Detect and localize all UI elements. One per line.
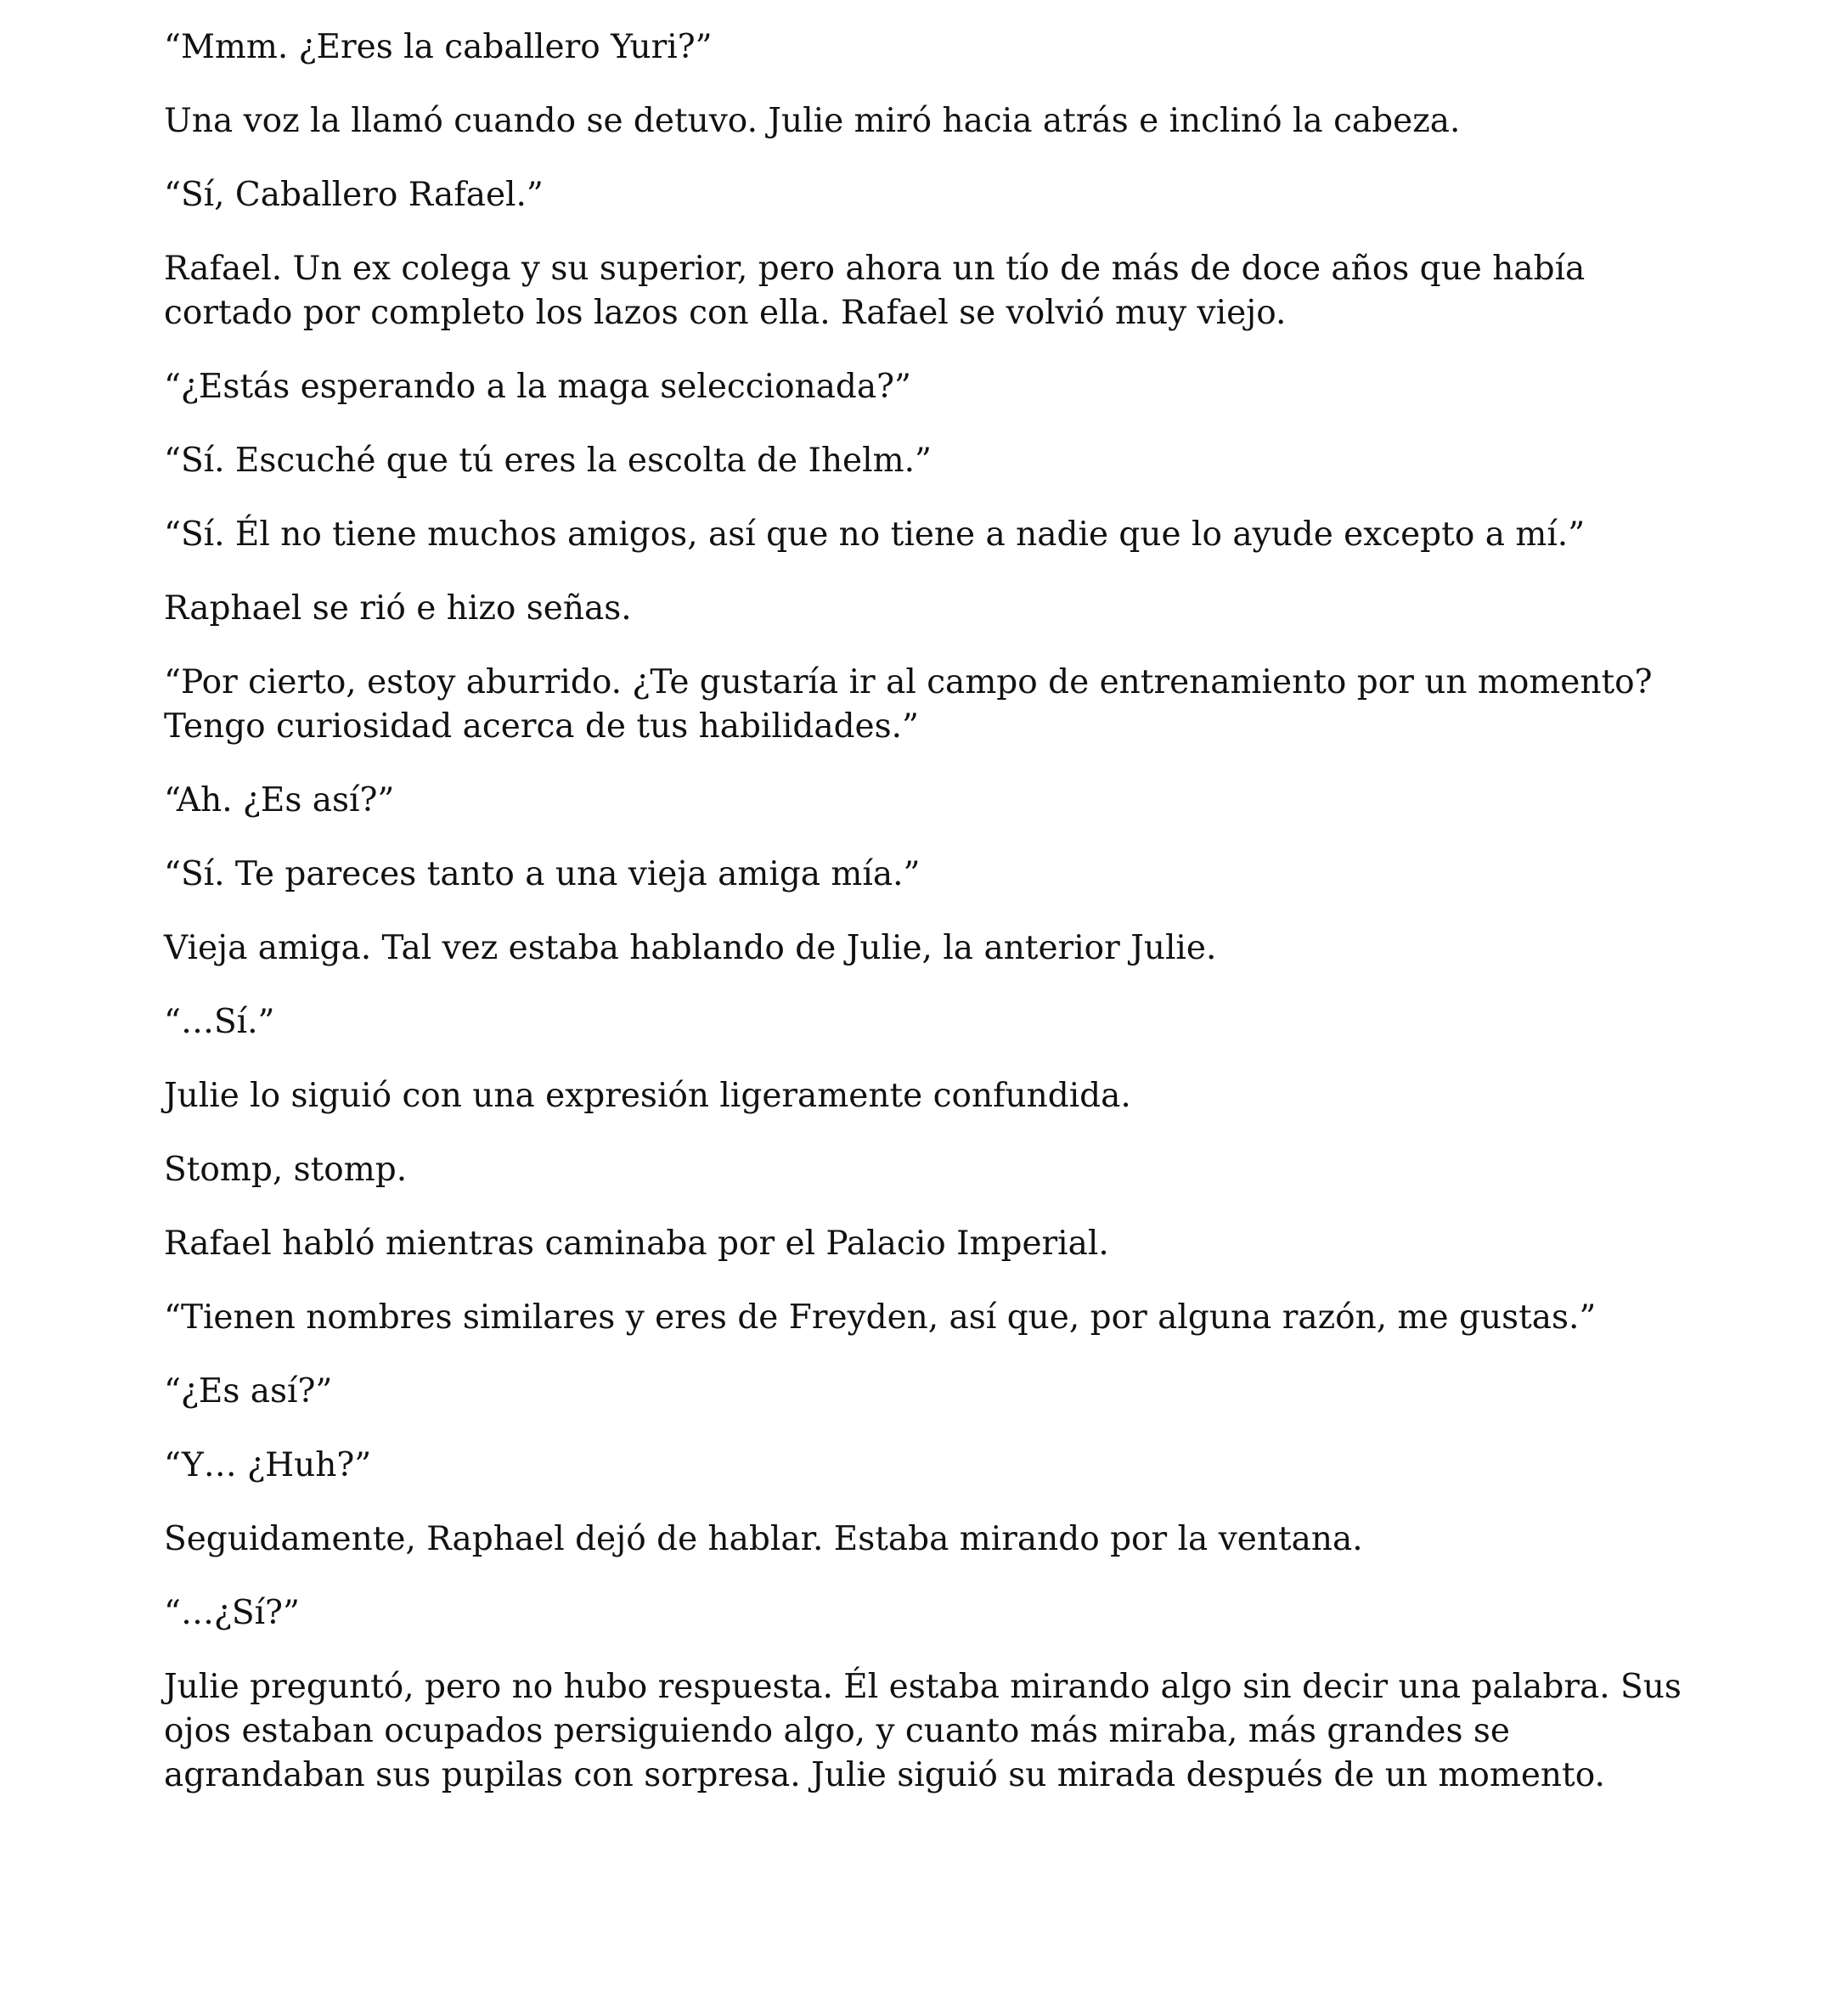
paragraph: “Ah. ¿Es así?” [164, 781, 395, 819]
paragraph: Julie lo siguió con una expresión ligeramente confundida. [164, 1077, 1131, 1115]
paragraph: “Sí. Escuché que tú eres la escolta de Ihelm.” [164, 442, 932, 480]
paragraph: Una voz la llamó cuando se detuvo. Julie miró hacia atrás e inclinó la cabeza. [164, 102, 1461, 140]
paragraph: Rafael habló mientras caminaba por el Palacio Imperial. [164, 1225, 1109, 1263]
paragraph: Raphael se rió e hizo señas. [164, 589, 632, 628]
paragraph: Seguidamente, Raphael dejó de hablar. Estaba mirando por la ventana. [164, 1520, 1363, 1558]
paragraph: Julie preguntó, pero no hubo respuesta. Él estaba mirando algo sin decir una palabra. Sus ojos estaban ocupados persiguiendo algo, y cuanto más miraba, más grandes se agrandaban sus pupilas con sorpresa. Julie siguió su mirada después de un momento. [164, 1668, 1682, 1794]
paragraph: “¿Estás esperando a la maga seleccionada?” [164, 368, 911, 406]
document-page [164, 25, 1693, 1827]
paragraph: “Sí, Caballero Rafael.” [164, 176, 544, 214]
paragraph: Stomp, stomp. [164, 1151, 408, 1189]
paragraph: “Por cierto, estoy aburrido. ¿Te gustaría ir al campo de entrenamiento por un momento? Tengo curiosidad acerca de tus habilidades.” [164, 663, 1653, 746]
paragraph: Rafael. Un ex colega y su superior, pero ahora un tío de más de doce años que había cortado por completo los lazos con ella. Rafael se volvió muy viejo. [164, 250, 1586, 332]
paragraph: “Y… ¿Huh?” [164, 1446, 372, 1484]
paragraph: “Sí. Te pareces tanto a una vieja amiga mía.” [164, 855, 921, 893]
paragraph: “…¿Sí?” [164, 1594, 300, 1632]
paragraph: “¿Es así?” [164, 1372, 333, 1411]
paragraph: “Tienen nombres similares y eres de Freyden, así que, por alguna razón, me gustas.” [164, 1298, 1597, 1337]
paragraph: “…Sí.” [164, 1003, 275, 1041]
paragraph: “Sí. Él no tiene muchos amigos, así que no tiene a nadie que lo ayude excepto a mí.” [164, 515, 1586, 554]
paragraph: “Mmm. ¿Eres la caballero Yuri?” [164, 28, 713, 66]
paragraph: Vieja amiga. Tal vez estaba hablando de Julie, la anterior Julie. [164, 929, 1217, 967]
